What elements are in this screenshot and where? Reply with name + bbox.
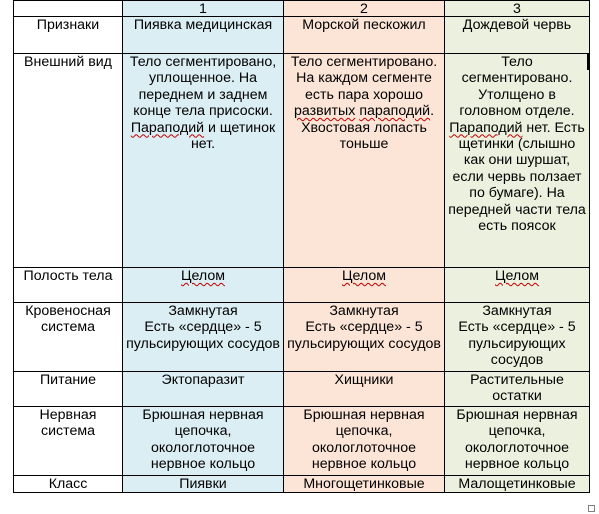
row-label-class: Класс (14, 476, 123, 493)
table-row-appearance (14, 54, 590, 268)
row-label-body-cavity: Полость тела (14, 268, 123, 303)
cell-nervous-3: Брюшная нервная цепочка, окологлоточное нервное кольцо (445, 407, 590, 476)
column-number-1: 1 (123, 1, 284, 17)
cell-circulatory-1: Замкнутая Есть «сердце» - 5 пульсирующих сосудов (123, 303, 284, 372)
cell-nervous-2: Брюшная нервная цепочка, окологлоточное нервное кольцо (284, 407, 445, 476)
table-row-body-cavity (14, 268, 590, 303)
spellcheck-word: Целом (181, 268, 225, 284)
spellcheck-word: развитых (293, 103, 356, 120)
cell-name-1: Пиявка медицинская (123, 17, 284, 54)
table-row-class (14, 476, 590, 493)
spellcheck-word: Параподий (130, 119, 205, 136)
column-number-2: 2 (284, 1, 445, 17)
cell-body-cavity-1 (123, 268, 284, 303)
spellcheck-word: Целом (495, 268, 539, 284)
cell-body-cavity-2 (284, 268, 445, 303)
row-label-circulatory: Кровеносная система (14, 303, 123, 372)
cell-nervous-1: Брюшная нервная цепочка, окологлоточное нервное кольцо (123, 407, 284, 476)
spellcheck-word: Целом (342, 268, 386, 284)
table-row-circulatory (14, 303, 590, 372)
table-row-nervous (14, 407, 590, 476)
row-label-appearance: Внешний вид (14, 54, 123, 268)
cell-name-3: Дождевой червь (445, 17, 590, 54)
cell-appearance-3: Тело сегментировано. Утолщено в головном отделе. Параподий нет. Есть щетинки (слышно как они шуршат, если червь ползает по бумаге). На передней части тела есть поясок (445, 54, 590, 268)
cell-name-2: Морской пескожил (284, 17, 445, 54)
spellcheck-word: параподий (359, 103, 431, 120)
row-label-nutrition: Питание (14, 372, 123, 407)
corner-cell (14, 1, 123, 17)
cell-nutrition-3: Растительные остатки (445, 372, 590, 407)
spellcheck-word: Параподий (449, 119, 523, 136)
cell-nutrition-2: Хищники (284, 372, 445, 407)
table-row-nutrition (14, 372, 590, 407)
column-number-3: 3 (445, 1, 590, 17)
cell-circulatory-2: Замкнутая Есть «сердце» - 5 пульсирующих сосудов (284, 303, 445, 372)
comparison-table (13, 0, 590, 493)
cell-class-3: Малощетинковые (445, 476, 590, 493)
row-label-nervous: Нервная система (14, 407, 123, 476)
text-cursor-mark (587, 54, 589, 70)
table-resize-handle[interactable] (588, 505, 595, 512)
cell-circulatory-3: Замкнутая Есть «сердце» - 5 пульсирующих сосудов (445, 303, 590, 372)
cell-appearance-2: Тело сегментировано. На каждом сегменте есть пара хорошо развитых параподий. Хвостовая лопасть тоньше (284, 54, 445, 268)
cell-class-2: Многощетинковые (284, 476, 445, 493)
cell-class-1: Пиявки (123, 476, 284, 493)
cell-appearance-1: Тело сегментировано, уплощенное. На переднем и заднем конце тела присоски. Параподий и щетинок нет. (123, 54, 284, 268)
header-row (14, 1, 590, 17)
cell-nutrition-1: Эктопаразит (123, 372, 284, 407)
cell-body-cavity-3 (445, 268, 590, 303)
row-label-name: Признаки (14, 17, 123, 54)
table-row-name (14, 17, 590, 54)
